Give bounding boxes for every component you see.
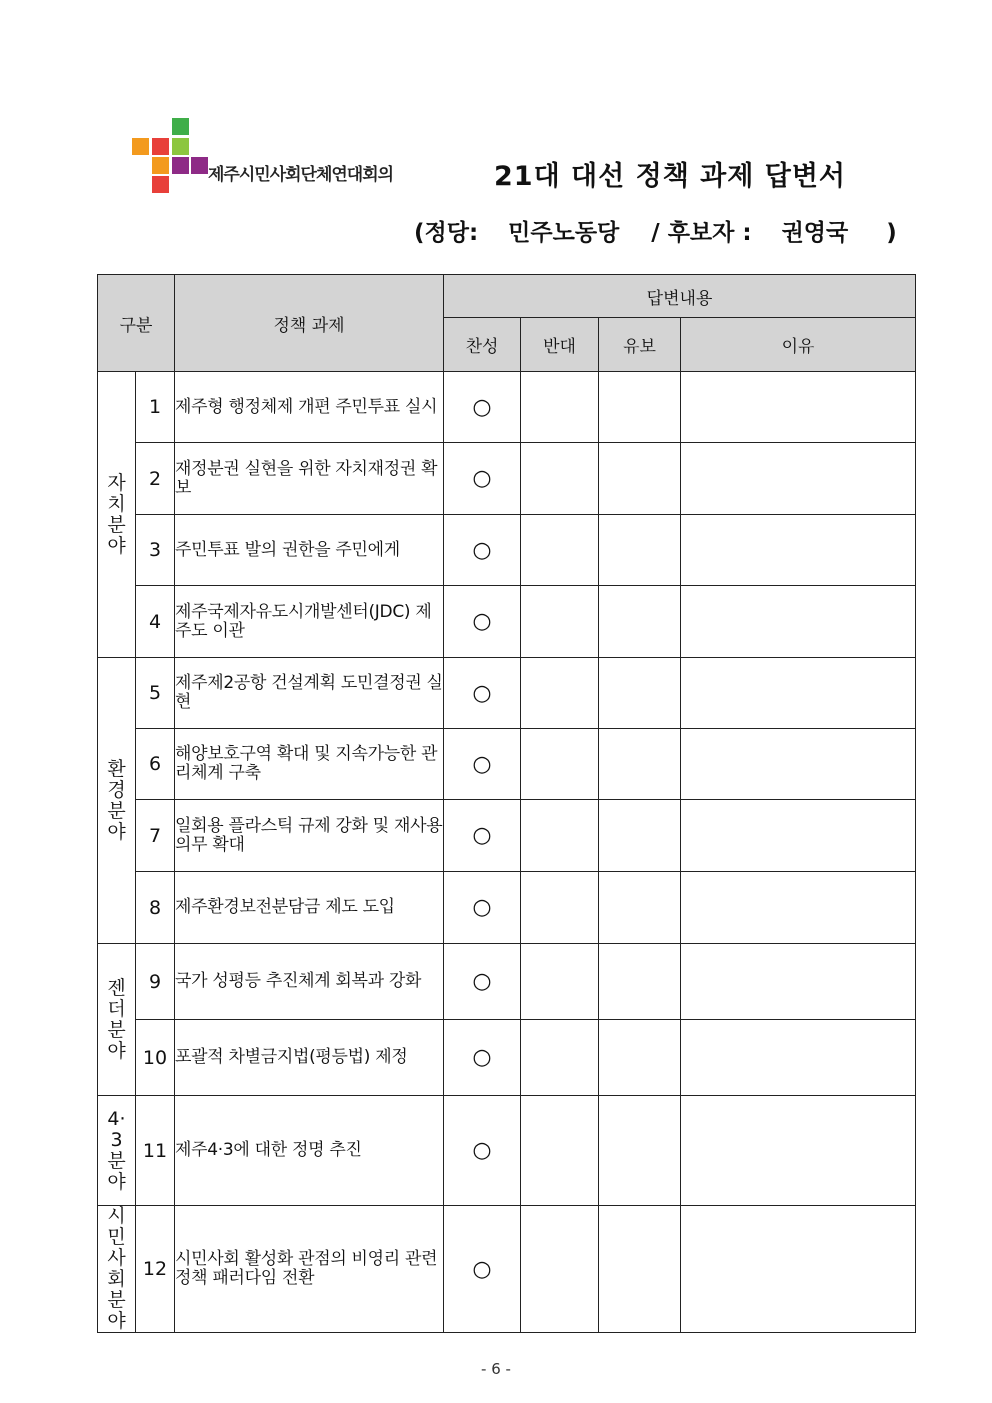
reserve-cell[interactable] [599,372,681,443]
agree-cell[interactable]: ○ [444,515,521,586]
table-row [98,515,916,586]
reason-cell[interactable] [681,372,916,443]
task-cell: 시민사회 활성화 관점의 비영리 관련 정책 패러다임 전환 [175,1206,444,1333]
org-name: 제주시민사회단체연대회의 [208,165,394,185]
candidate-label: / 후보자 : [651,220,752,246]
task-cell: 국가 성평등 추진체계 회복과 강화 [175,944,444,1020]
candidate-name: 권영국 [781,220,849,246]
category-label: 환경분야 [107,757,126,843]
reserve-cell[interactable] [599,944,681,1020]
agree-cell[interactable]: ○ [444,1096,521,1206]
category-label: 시민사회분야 [107,1205,126,1332]
reason-cell[interactable] [681,586,916,658]
row-number: 1 [136,372,175,443]
logo-square [132,138,149,155]
header-agree: 찬성 [444,318,521,372]
party-open: (정당: [414,220,479,246]
page-number: - 6 - [481,1360,511,1378]
oppose-cell[interactable] [521,944,599,1020]
logo-square [152,157,169,174]
table-row [98,729,916,800]
category-cell [98,658,136,944]
reason-cell[interactable] [681,1096,916,1206]
reason-cell[interactable] [681,800,916,872]
table-row [98,1206,916,1333]
agree-cell[interactable]: ○ [444,800,521,872]
reason-cell[interactable] [681,658,916,729]
category-cell [98,944,136,1096]
row-number: 12 [136,1206,175,1333]
row-number: 9 [136,944,175,1020]
task-cell: 해양보호구역 확대 및 지속가능한 관리체계 구축 [175,729,444,800]
table-row [98,443,916,515]
reserve-cell[interactable] [599,586,681,658]
category-cell [98,1096,136,1206]
row-number: 11 [136,1096,175,1206]
oppose-cell[interactable] [521,729,599,800]
agree-cell[interactable]: ○ [444,443,521,515]
header-category: 구분 [98,275,175,372]
oppose-cell[interactable] [521,372,599,443]
agree-cell[interactable]: ○ [444,586,521,658]
reason-cell[interactable] [681,443,916,515]
agree-cell[interactable]: ○ [444,1020,521,1096]
table-row [98,372,916,443]
agree-cell[interactable]: ○ [444,944,521,1020]
table-row [98,658,916,729]
row-number: 2 [136,443,175,515]
category-label: 4·3분야 [107,1107,126,1193]
category-cell [98,372,136,658]
logo-square [152,138,169,155]
task-cell: 제주4·3에 대한 정명 추진 [175,1096,444,1206]
org-logo [132,118,212,196]
agree-cell[interactable]: ○ [444,872,521,944]
reserve-cell[interactable] [599,443,681,515]
oppose-cell[interactable] [521,586,599,658]
header-reason: 이유 [681,318,916,372]
header-oppose: 반대 [521,318,599,372]
document-title: 21대 대선 정책 과제 답변서 [494,161,846,192]
task-cell: 일회용 플라스틱 규제 강화 및 재사용 의무 확대 [175,800,444,872]
reserve-cell[interactable] [599,729,681,800]
agree-cell[interactable]: ○ [444,1206,521,1333]
table-row [98,586,916,658]
reserve-cell[interactable] [599,1096,681,1206]
reason-cell[interactable] [681,944,916,1020]
oppose-cell[interactable] [521,872,599,944]
table-row [98,872,916,944]
party-close: ) [886,220,897,246]
agree-cell[interactable]: ○ [444,372,521,443]
task-cell: 제주국제자유도시개발센터(JDC) 제주도 이관 [175,586,444,658]
agree-cell[interactable]: ○ [444,729,521,800]
logo-square [191,157,208,174]
logo-square [172,157,189,174]
task-cell: 제주환경보전분담금 제도 도입 [175,872,444,944]
reserve-cell[interactable] [599,1020,681,1096]
task-cell: 제주형 행정체제 개편 주민투표 실시 [175,372,444,443]
reserve-cell[interactable] [599,872,681,944]
category-cell [98,1206,136,1333]
party-candidate-line [414,214,897,247]
task-cell: 주민투표 발의 권한을 주민에게 [175,515,444,586]
oppose-cell[interactable] [521,1096,599,1206]
header-task: 정책 과제 [175,275,444,372]
oppose-cell[interactable] [521,515,599,586]
logo-square [172,118,189,135]
oppose-cell[interactable] [521,800,599,872]
row-number: 8 [136,872,175,944]
oppose-cell[interactable] [521,443,599,515]
row-number: 7 [136,800,175,872]
header-reserve: 유보 [599,318,681,372]
row-number: 5 [136,658,175,729]
row-number: 3 [136,515,175,586]
category-label: 자치분야 [107,471,126,557]
logo-square [152,176,169,193]
reserve-cell[interactable] [599,515,681,586]
row-number: 4 [136,586,175,658]
reserve-cell[interactable] [599,658,681,729]
task-cell: 재정분권 실현을 위한 자치재정권 확보 [175,443,444,515]
oppose-cell[interactable] [521,1206,599,1333]
header-answer: 답변내용 [444,275,916,318]
reserve-cell[interactable] [599,1206,681,1333]
reason-cell[interactable] [681,1206,916,1333]
reserve-cell[interactable] [599,800,681,872]
party-name: 민주노동당 [508,220,620,246]
reason-cell[interactable] [681,872,916,944]
category-label: 젠더분야 [107,976,126,1062]
oppose-cell[interactable] [521,658,599,729]
oppose-cell[interactable] [521,1020,599,1096]
table-row [98,944,916,1020]
table-row [98,800,916,872]
reason-cell[interactable] [681,729,916,800]
logo-square [172,138,189,155]
row-number: 10 [136,1020,175,1096]
table-row [98,1096,916,1206]
reason-cell[interactable] [681,515,916,586]
agree-cell[interactable]: ○ [444,658,521,729]
task-cell: 제주제2공항 건설계획 도민결정권 실현 [175,658,444,729]
reason-cell[interactable] [681,1020,916,1096]
policy-answer-table [97,274,916,1333]
table-row [98,1020,916,1096]
task-cell: 포괄적 차별금지법(평등법) 제정 [175,1020,444,1096]
row-number: 6 [136,729,175,800]
